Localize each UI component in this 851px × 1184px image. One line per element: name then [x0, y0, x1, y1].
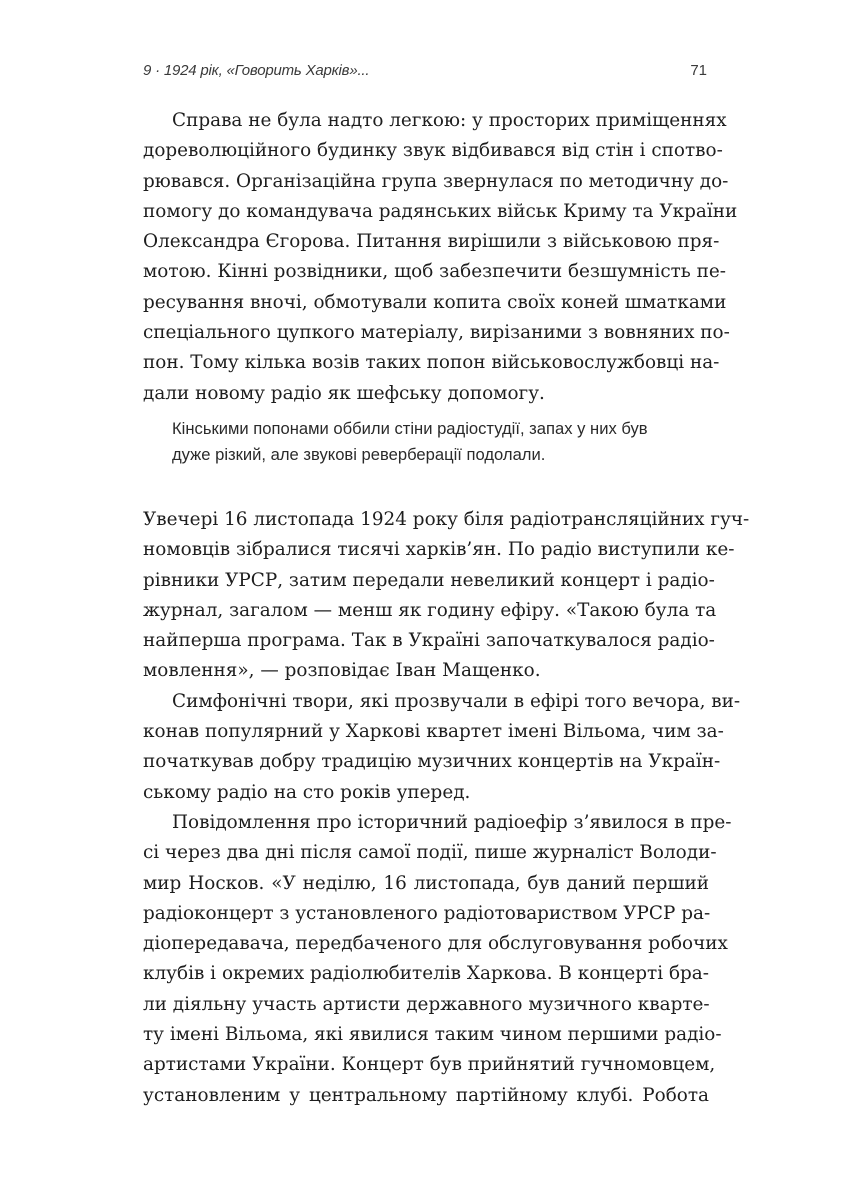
text-line: мир Носков. «У неділю, 16 листопада, був даний перший	[143, 872, 709, 894]
text-line: журнал, загалом — менш як годину ефіру. «Такою була та	[143, 599, 717, 621]
text-line: мотою. Кінні розвідники, щоб забезпечити безшумність пе-	[143, 261, 727, 283]
paragraph-1	[143, 106, 738, 409]
text-line: найперша програма. Так в Україні започаткувалося радіо-	[143, 630, 715, 652]
running-head	[143, 62, 709, 84]
text-line: ли діяльну участь артисти державного музичного кварте-	[143, 993, 710, 1015]
text-line: ту імені Вільома, які явилися таким чином першими радіо-	[143, 1024, 722, 1046]
text-line: дореволюційного будинку звук відбивався від стін і спотво-	[143, 140, 723, 162]
text-line: Увечері 16 листопада 1924 року біля радіотрансляційних гуч-	[143, 509, 750, 530]
body-text-lower	[143, 505, 750, 1111]
body-text-upper	[143, 106, 738, 409]
callout-line: дуже різкий, але звукові реверберації подолали.	[172, 445, 546, 464]
text-line: артистами України. Концерт був прийнятий гучномовцем,	[143, 1054, 716, 1076]
text-line: початкував добру традицію музичних концертів на Україн-	[143, 751, 721, 773]
text-line: дали новому радіо як шефську допомогу.	[143, 382, 545, 404]
paragraph-4	[143, 808, 732, 1111]
text-line: рювався. Організаційна група звернулася по методичну до-	[143, 170, 729, 192]
paragraph-3	[143, 687, 741, 808]
text-line: установленим у центральному партійному клубі. Робота	[143, 1084, 709, 1106]
text-line: Олександра Єгорова. Питання вирішили з військовою пря-	[143, 231, 720, 253]
text-line: сі через два дні після самої події, пише журналіст Володи-	[143, 842, 717, 864]
text-line: Справа не була надто легкою: у просторих приміщеннях	[172, 110, 727, 131]
text-line: рівники УРСР, затим передали невеликий концерт і радіо-	[143, 569, 715, 591]
callout-line: Кінськими попонами оббили стіни радіостудії, запах у них був	[172, 419, 648, 438]
text-line: помогу до командувача радянських військ Криму та України	[143, 200, 738, 222]
paragraph-2	[143, 505, 750, 687]
text-line: діопередавача, передбаченого для обслуговування робочих	[143, 933, 728, 955]
text-line: мовлення», — розповідає Іван Мащенко.	[143, 660, 541, 682]
text-line: конав популярний у Харкові квартет імені Вільома, чим за-	[143, 721, 724, 743]
text-line: ському радіо на сто років уперед.	[143, 781, 471, 803]
text-line: пон. Тому кілька возів таких попон військовослужбовці на-	[143, 352, 720, 374]
text-line: ресування вночі, обмотували копита своїх коней шматками	[143, 291, 727, 313]
text-line: номовців зібралися тисячі харків’ян. По радіо виступили ке-	[143, 539, 735, 561]
text-line: клубів і окремих радіолюбителів Харкова. В концерті бра-	[143, 963, 709, 985]
text-line: спеціального цупкого матеріалу, вирізаними з вовняних по-	[143, 322, 730, 344]
text-line: Симфонічні твори, які прозвучали в ефірі того вечора, ви-	[172, 690, 741, 712]
chapter-title: 9 · 1924 рік, «Говорить Харків»...	[143, 62, 370, 79]
pull-quote-callout	[172, 416, 712, 468]
text-line: Повідомлення про історичний радіоефір з’явилося в пре-	[172, 811, 732, 833]
text-line: радіоконцерт з установленого радіотовариством УРСР ра-	[143, 902, 711, 924]
page-number: 71	[690, 62, 707, 79]
